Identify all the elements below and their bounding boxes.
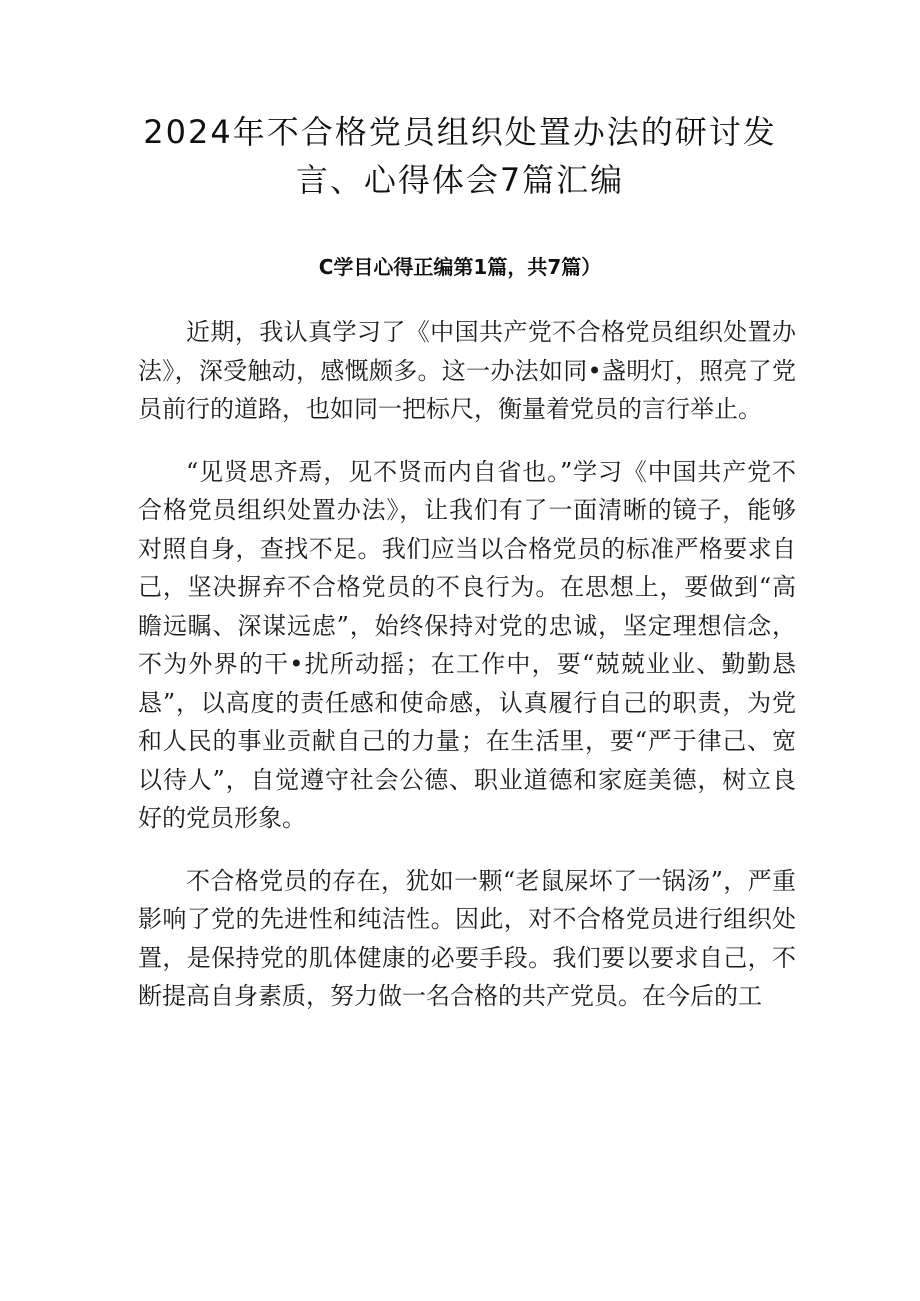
document-title (140, 108, 780, 204)
paragraph-2: “见贤思齐焉，见不贤而内自省也。”学习《中国共产党不合格党员组织处置办法》，让我们有了一面清晰的镜子，能够对照自身，查找不足。我们应当以合格党员的标准严格要求自己，坚决摒弃不合格党员的不良行为。在思想上，要做到“高瞻远瞩、深谋远虑”，始终保持对党的忠诚，坚定理想信念，不为外界的干•扰所动摇；在工作中，要“兢兢业业、勤勤恳恳”，以高度的责任感和使命感，认真履行自己的职责，为党和人民的事业贡献自己的力量；在生活里，要“严于律己、宽以待人”，自觉遵守社会公德、职业道德和家庭美德，树立良好的党员形象。 (138, 457, 796, 832)
document-subtitle: C学目心得正编第1篇，共7篇） (318, 255, 602, 279)
paragraph-1: 近期，我认真学习了《中国共产党不合格党员组织处置办法》，深受触动，感慨颇多。这一办法如同•盏明灯，照亮了党员前行的道路，也如同一把标尺，衡量着党员的言行举止。 (138, 318, 796, 423)
document-body (138, 313, 796, 1016)
paragraph-3: 不合格党员的存在，犹如一颗“老鼠屎坏了一锅汤”，严重影响了党的先进性和纯洁性。因此，对不合格党员进行组织处置，是保持党的肌体健康的必要手段。我们要以要求自己，不断提高自身素质，努力做一名合格的共产党员。在今后的工 (138, 866, 796, 1010)
document-title-line-1: 2024年不合格党员组织处置办法的研讨发 (143, 113, 777, 151)
document-title-line-2: 言、心得体会7篇汇编 (295, 161, 625, 199)
